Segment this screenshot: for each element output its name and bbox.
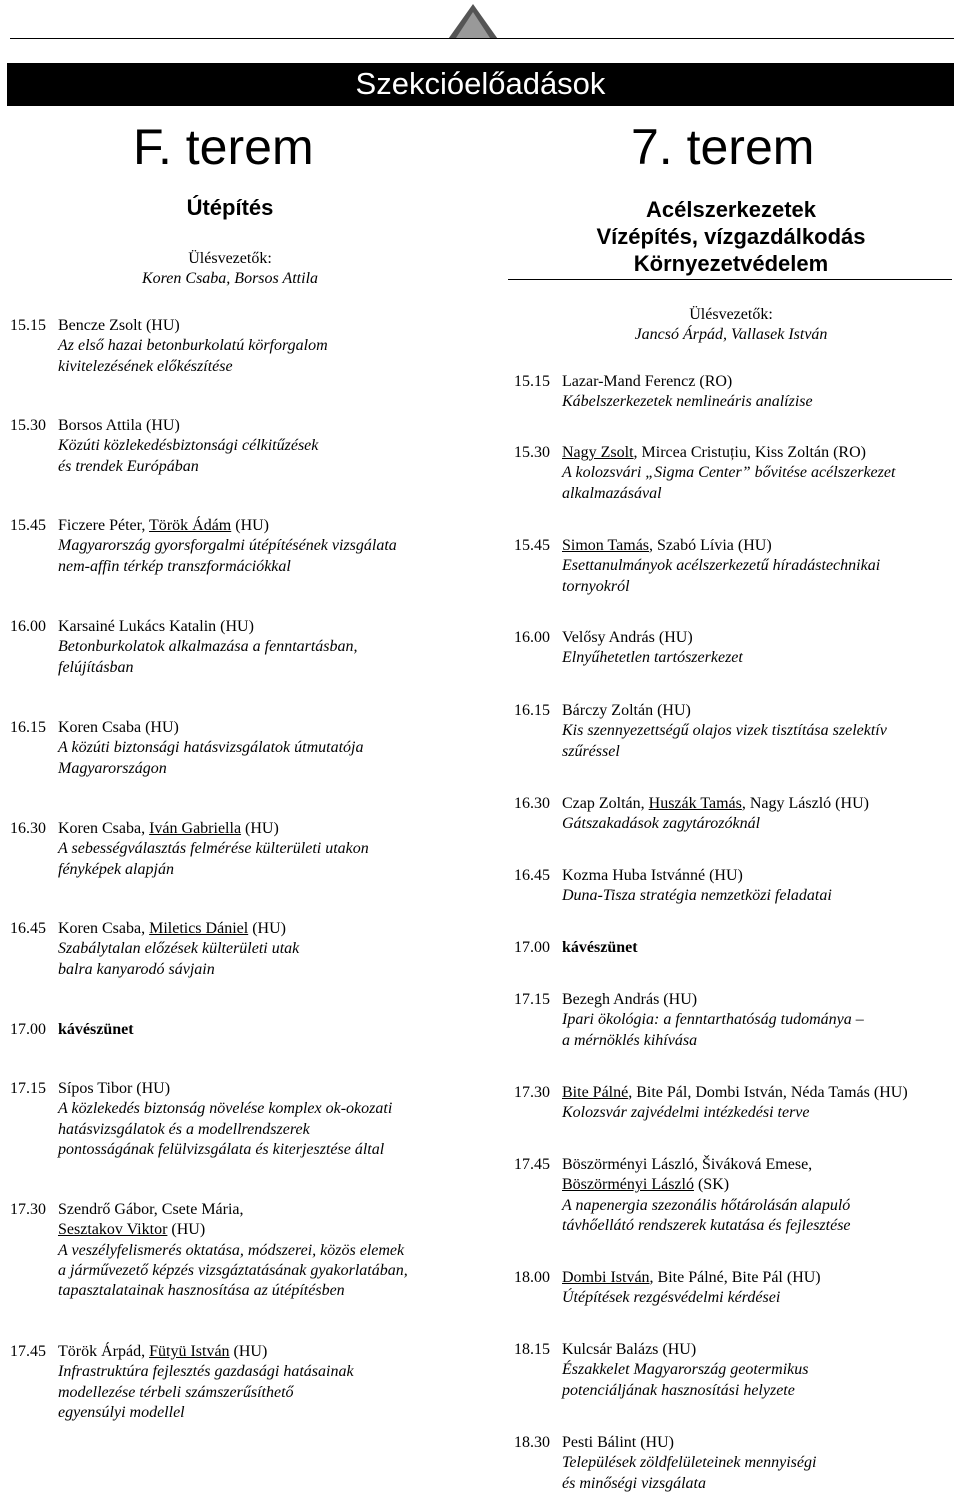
talk-title: Elnyűhetetlen tartószerkezet: [562, 649, 743, 667]
talk-time: 15.45: [514, 537, 550, 554]
presenter-name: Iván Gabriella: [149, 820, 242, 837]
talk-authors: Karsainé Lukács Katalin (HU): [58, 618, 254, 635]
talk-time: 15.15: [10, 317, 46, 334]
session-topic: Útépítés: [186, 195, 274, 220]
talk-authors-cont: Sesztakov Viktor (HU): [58, 1221, 206, 1239]
talk-title: Ipari ökológia: a fenntarthatóság tudománya – a mérnöklés kihívása: [562, 1011, 864, 1049]
talk-time: 16.45: [10, 920, 46, 937]
logo-triangle: [444, 2, 502, 46]
talk-authors: Koren Csaba, Miletics Dániel (HU): [58, 920, 286, 937]
talk-time: 16.45: [514, 867, 550, 884]
talk-authors: Böszörményi László, Šiváková Emese,: [562, 1156, 813, 1173]
talk-time: 16.15: [10, 719, 46, 736]
presenter-name: Dombi István: [562, 1269, 650, 1286]
talk-authors: Nagy Zsolt, Mircea Cristuțiu, Kiss Zoltán (RO): [562, 444, 866, 461]
talk-title: Betonburkolatok alkalmazása a fenntartásban, felújításban: [58, 638, 358, 676]
talk-time: 16.30: [10, 820, 46, 837]
talk-title: A sebességválasztás felmérése külterületi utakon fényképek alapján: [58, 840, 369, 878]
presenter-name: Bite Pálné: [562, 1084, 629, 1101]
talk-time: 15.30: [10, 417, 46, 434]
talk-title: A közlekedés biztonság növelése komplex ok-okozati hatásvizsgálatok és a modellrendszerek pontosságának felülvizsgálata és kiterjesztése által: [58, 1100, 393, 1158]
topic-rule: [508, 279, 952, 280]
talk-authors: kávészünet: [58, 1021, 134, 1038]
presenter-name: Török Ádám: [149, 517, 232, 534]
talk-time: 15.15: [514, 373, 550, 390]
talk-title: A kolozsvári „Sigma Center” bővitése acélszerkezet alkalmazásával: [562, 464, 896, 502]
presenter-name: Simon Tamás: [562, 537, 650, 554]
session-topic-3: Környezetvédelem: [633, 251, 829, 276]
talk-title: Esettanulmányok acélszerkezetű híradástechnikai tornyokról: [562, 557, 881, 595]
talk-authors: Török Árpád, Fütyü István (HU): [58, 1343, 268, 1360]
presenter-name: Huszák Tamás: [648, 795, 742, 812]
talk-title: Szabálytalan előzések külterületi utak balra kanyarodó sávjain: [58, 940, 300, 978]
presenter-name: Fütyü István: [149, 1343, 230, 1360]
talk-authors: Bezegh András (HU): [562, 991, 698, 1008]
section-banner: [7, 63, 954, 106]
talk-title: Kolozsvár zajvédelmi intézkedési terve: [562, 1104, 810, 1122]
chairs-names: Koren Csaba, Borsos Attila: [141, 270, 319, 287]
talk-authors: Koren Csaba (HU): [58, 719, 179, 736]
talk-authors: Ficzere Péter, Török Ádám (HU): [58, 517, 269, 534]
talk-title: Közúti közlekedésbiztonsági célkitűzések és trendek Európában: [58, 437, 319, 475]
talk-time: 17.00: [10, 1021, 46, 1038]
room-title: 7. terem: [631, 119, 815, 175]
talk-authors: Szendrő Gábor, Csete Mária,: [58, 1201, 244, 1218]
talk-time: 18.00: [514, 1269, 550, 1286]
header-rule: [10, 38, 954, 39]
talk-title: Gátszakadások zagytározóknál: [562, 815, 761, 833]
talk-authors: Koren Csaba, Iván Gabriella (HU): [58, 820, 279, 837]
talk-authors: Czap Zoltán, Huszák Tamás, Nagy László (HU): [562, 795, 869, 812]
talk-authors: kávészünet: [562, 939, 638, 956]
talk-authors: Lazar-Mand Ferencz (RO): [562, 373, 733, 390]
talk-time: 16.30: [514, 795, 550, 812]
chairs-label: Ülésvezetők:: [689, 306, 773, 323]
talk-time: 17.30: [10, 1201, 46, 1218]
talk-authors: Bárczy Zoltán (HU): [562, 702, 691, 719]
chairs-names: Jancsó Árpád, Vallasek István: [634, 326, 828, 343]
talk-title: Duna-Tisza stratégia nemzetközi feladatai: [562, 887, 832, 905]
banner-title: Szekcióelőadások: [355, 66, 606, 101]
talk-authors: Borsos Attila (HU): [58, 417, 180, 434]
session-topic-2: Vízépítés, vízgazdálkodás: [596, 224, 866, 249]
talk-title: Kis szennyezettségű olajos vizek tisztítása szelektív szűréssel: [562, 722, 887, 760]
talk-authors: Velősy András (HU): [562, 629, 693, 646]
chairs-label: Ülésvezetők:: [188, 250, 272, 267]
session-topic-1: Acélszerkezetek: [645, 197, 816, 222]
presenter-name: Sesztakov Viktor: [58, 1221, 168, 1239]
talk-time: 17.00: [514, 939, 550, 956]
presenter-name: Nagy Zsolt: [562, 444, 634, 461]
talk-authors: Kulcsár Balázs (HU): [562, 1341, 697, 1358]
talk-time: 17.15: [514, 991, 550, 1008]
talk-time: 18.30: [514, 1434, 550, 1451]
talk-authors-cont: Böszörményi László (SK): [562, 1176, 730, 1194]
talk-title: Útépítések rezgésvédelmi kérdései: [562, 1289, 781, 1307]
talk-title: Az első hazai betonburkolatú körforgalom kivitelezésének előkészítése: [58, 337, 328, 375]
talk-title: A napenergia szezonális hőtárolásán alapuló távhőellátó rendszerek kutatása és fejlesztése: [562, 1196, 851, 1234]
talk-time: 17.15: [10, 1080, 46, 1097]
talk-title: Települések zöldfelületeinek mennyiségi és minőségi vizsgálata: [562, 1454, 817, 1492]
talk-authors: Simon Tamás, Szabó Lívia (HU): [562, 537, 772, 554]
talk-time: 16.00: [514, 629, 550, 646]
talk-time: 15.45: [10, 517, 46, 534]
talk-title: A veszélyfelismerés oktatása, módszerei, közös elemek a járművezető képzés vizsgáztatásának gyakorlatában, tapasztalatainak hasznosítása az útépítésben: [58, 1241, 408, 1300]
talk-time: 15.30: [514, 444, 550, 461]
talk-time: 18.15: [514, 1341, 550, 1358]
talk-title: Északkelet Magyarország geotermikus potenciáljának hasznosítási helyzete: [562, 1361, 809, 1399]
presenter-name: Miletics Dániel: [149, 920, 249, 937]
talk-title: Infrastruktúra fejlesztés gazdasági hatásainak modellezése térbeli számszerűsíthető egyensúlyi modellel: [58, 1363, 354, 1421]
talk-authors: Bite Pálné, Bite Pál, Dombi István, Néda Tamás (HU): [562, 1084, 908, 1101]
talk-time: 17.30: [514, 1084, 550, 1101]
talk-time: 16.00: [10, 618, 46, 635]
talk-title: Kábelszerkezetek nemlineáris analízise: [562, 393, 813, 411]
talk-authors: Sípos Tibor (HU): [58, 1080, 171, 1097]
talk-authors: Dombi István, Bite Pálné, Bite Pál (HU): [562, 1269, 821, 1286]
talk-authors: Kozma Huba Istvánné (HU): [562, 867, 743, 884]
talk-time: 17.45: [10, 1343, 46, 1360]
talk-title: Magyarország gyorsforgalmi útépítésének vizsgálata nem-affin térkép transzformációkkal: [58, 537, 397, 575]
presenter-name: Böszörményi László: [562, 1176, 694, 1194]
room-title: F. terem: [133, 119, 314, 175]
talk-time: 16.15: [514, 702, 550, 719]
talk-time: 17.45: [514, 1156, 550, 1173]
talk-title: A közúti biztonsági hatásvizsgálatok útmutatója Magyarországon: [58, 739, 364, 777]
talk-authors: Bencze Zsolt (HU): [58, 317, 180, 334]
talk-authors: Pesti Bálint (HU): [562, 1434, 674, 1451]
